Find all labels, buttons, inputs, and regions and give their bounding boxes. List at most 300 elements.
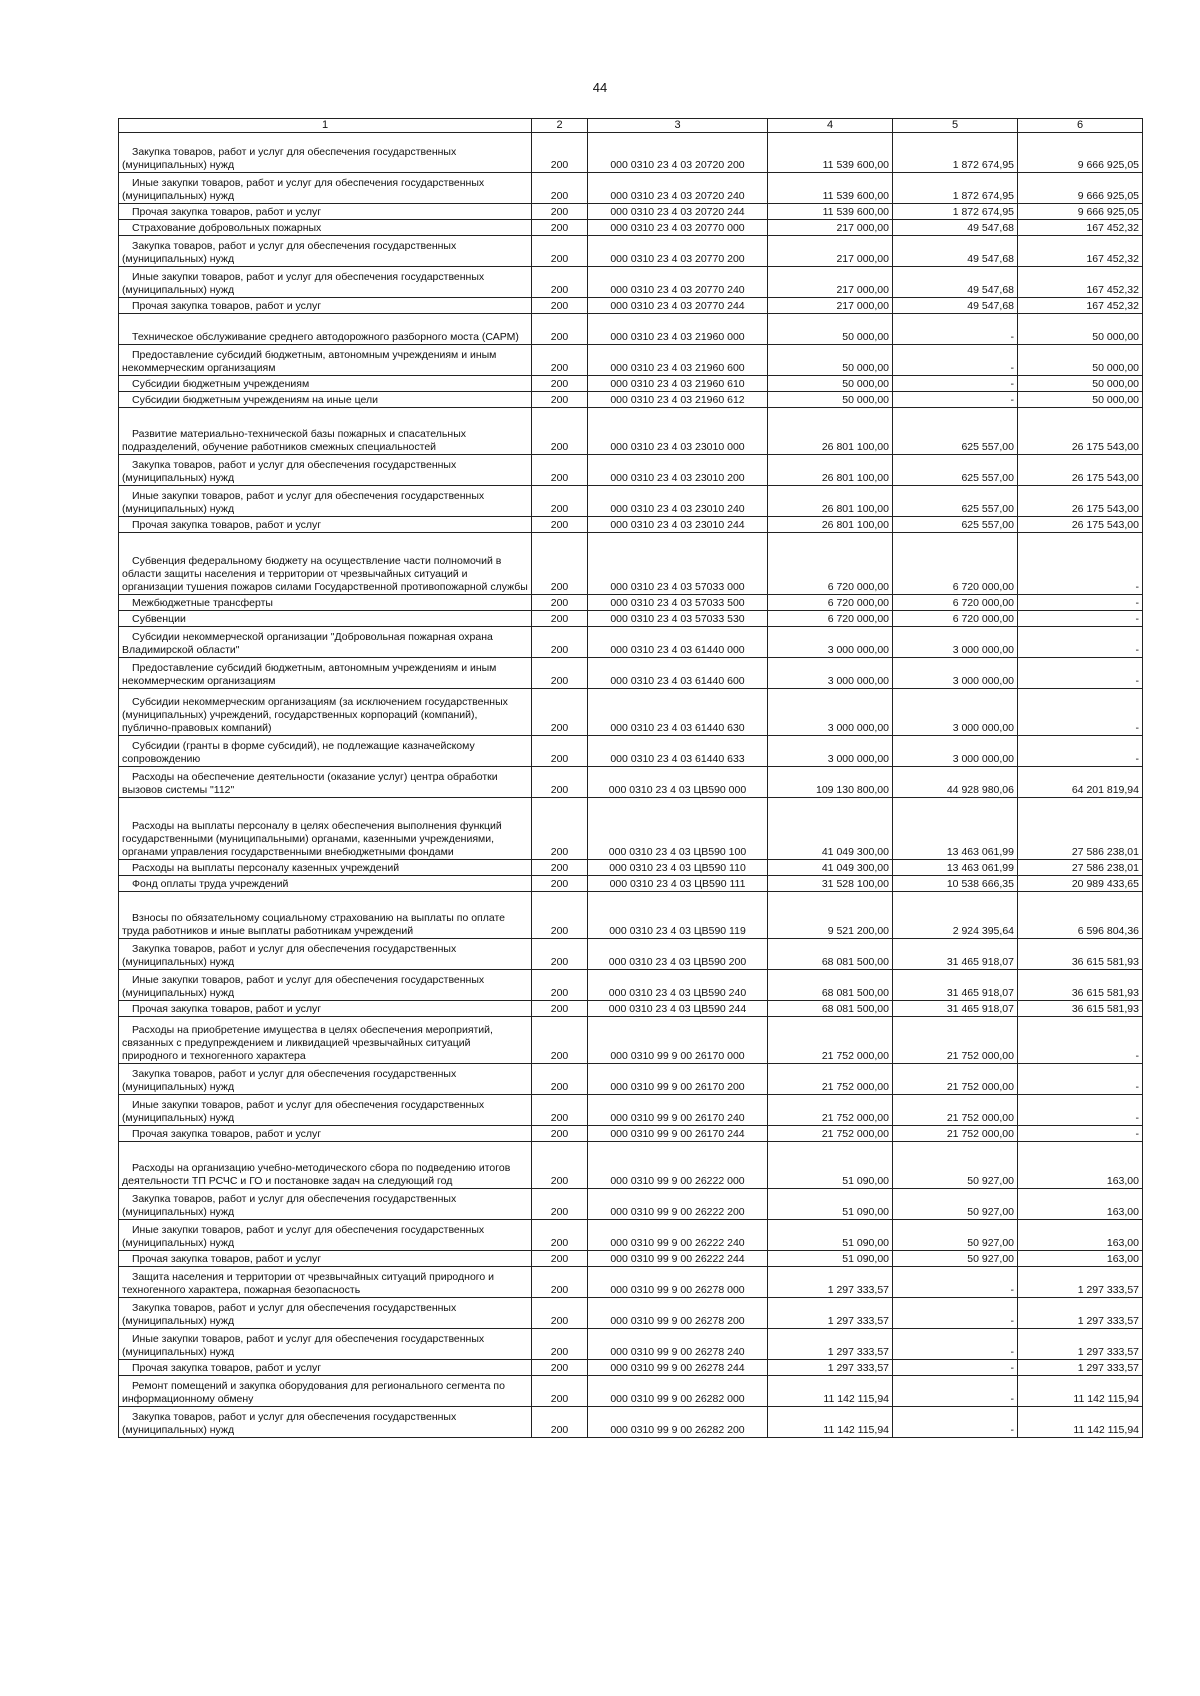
row-code: 200	[532, 1251, 588, 1267]
row-code: 200	[532, 627, 588, 658]
row-col-6: 9 666 925,05	[1018, 173, 1143, 204]
budget-table	[118, 118, 1143, 1438]
row-col-6: 167 452,32	[1018, 220, 1143, 236]
row-col-5: 6 720 000,00	[893, 611, 1018, 627]
row-col-4: 217 000,00	[768, 236, 893, 267]
row-col-6: -	[1018, 736, 1143, 767]
row-col-5: 21 752 000,00	[893, 1095, 1018, 1126]
row-col-5: 31 465 918,07	[893, 1001, 1018, 1017]
row-name: Расходы на организацию учебно-методического сбора по подведению итогов деятельности ТП РСЧС и ГО и постановке задач на следующий год	[119, 1142, 532, 1189]
row-code: 200	[532, 1407, 588, 1438]
table-row	[119, 408, 1143, 455]
row-col-4: 26 801 100,00	[768, 486, 893, 517]
row-col-5: 31 465 918,07	[893, 939, 1018, 970]
row-col-6: -	[1018, 1126, 1143, 1142]
row-code: 200	[532, 798, 588, 860]
row-name: Расходы на обеспечение деятельности (оказание услуг) центра обработки вызовов системы "112"	[119, 767, 532, 798]
row-col-6: -	[1018, 533, 1143, 595]
row-name: Прочая закупка товаров, работ и услуг	[119, 204, 532, 220]
table-row	[119, 1376, 1143, 1407]
row-col-4: 26 801 100,00	[768, 408, 893, 455]
row-col-6: 167 452,32	[1018, 298, 1143, 314]
row-name: Расходы на выплаты персоналу казенных учреждений	[119, 860, 532, 876]
row-csr-code: 000 0310 23 4 03 23010 244	[588, 517, 768, 533]
row-csr-code: 000 0310 23 4 03 ЦВ590 100	[588, 798, 768, 860]
row-code: 200	[532, 455, 588, 486]
row-code: 200	[532, 767, 588, 798]
row-col-4: 3 000 000,00	[768, 736, 893, 767]
row-name: Субсидии бюджетным учреждениям	[119, 376, 532, 392]
table-row	[119, 1064, 1143, 1095]
row-csr-code: 000 0310 99 9 00 26282 200	[588, 1407, 768, 1438]
row-code: 200	[532, 314, 588, 345]
row-col-6: -	[1018, 595, 1143, 611]
row-col-4: 51 090,00	[768, 1220, 893, 1251]
row-csr-code: 000 0310 23 4 03 20770 000	[588, 220, 768, 236]
table-row	[119, 1001, 1143, 1017]
header-col-3: 3	[588, 119, 768, 133]
row-col-6: 36 615 581,93	[1018, 939, 1143, 970]
row-col-5: 6 720 000,00	[893, 533, 1018, 595]
row-name: Субсидии некоммерческим организациям (за исключением государственных (муниципальных) учреждений, государственных корпораций (компаний), публично-правовых компаний)	[119, 689, 532, 736]
row-code: 200	[532, 689, 588, 736]
row-col-5: 49 547,68	[893, 298, 1018, 314]
header-col-6: 6	[1018, 119, 1143, 133]
row-col-5: 50 927,00	[893, 1251, 1018, 1267]
row-col-6: 11 142 115,94	[1018, 1407, 1143, 1438]
row-csr-code: 000 0310 23 4 03 57033 000	[588, 533, 768, 595]
row-col-6: 64 201 819,94	[1018, 767, 1143, 798]
table-row	[119, 595, 1143, 611]
row-col-6: -	[1018, 627, 1143, 658]
row-col-4: 21 752 000,00	[768, 1126, 893, 1142]
row-col-4: 6 720 000,00	[768, 595, 893, 611]
row-code: 200	[532, 533, 588, 595]
row-col-4: 11 539 600,00	[768, 133, 893, 173]
row-col-6: 36 615 581,93	[1018, 1001, 1143, 1017]
row-name: Закупка товаров, работ и услуг для обеспечения государственных (муниципальных) нужд	[119, 1407, 532, 1438]
row-csr-code: 000 0310 23 4 03 20770 244	[588, 298, 768, 314]
row-csr-code: 000 0310 23 4 03 ЦВ590 200	[588, 939, 768, 970]
row-col-4: 11 142 115,94	[768, 1407, 893, 1438]
row-col-4: 11 142 115,94	[768, 1376, 893, 1407]
row-col-5: 6 720 000,00	[893, 595, 1018, 611]
row-col-5: -	[893, 1267, 1018, 1298]
row-col-4: 109 130 800,00	[768, 767, 893, 798]
row-col-5: 625 557,00	[893, 517, 1018, 533]
row-name: Расходы на выплаты персоналу в целях обеспечения выполнения функций государственными (муниципальными) органами, казенными учреждениями, органами управления государственными внебюджетными фондами	[119, 798, 532, 860]
row-csr-code: 000 0310 23 4 03 ЦВ590 119	[588, 892, 768, 939]
row-col-4: 68 081 500,00	[768, 1001, 893, 1017]
row-csr-code: 000 0310 23 4 03 23010 240	[588, 486, 768, 517]
row-col-5: 3 000 000,00	[893, 658, 1018, 689]
row-name: Прочая закупка товаров, работ и услуг	[119, 1001, 532, 1017]
row-name: Иные закупки товаров, работ и услуг для обеспечения государственных (муниципальных) нужд	[119, 486, 532, 517]
row-csr-code: 000 0310 23 4 03 61440 630	[588, 689, 768, 736]
row-col-6: 163,00	[1018, 1142, 1143, 1189]
row-csr-code: 000 0310 99 9 00 26278 244	[588, 1360, 768, 1376]
row-col-6: -	[1018, 611, 1143, 627]
row-col-5: 625 557,00	[893, 455, 1018, 486]
table-row	[119, 236, 1143, 267]
row-name: Прочая закупка товаров, работ и услуг	[119, 298, 532, 314]
row-col-6: -	[1018, 1064, 1143, 1095]
row-csr-code: 000 0310 23 4 03 57033 530	[588, 611, 768, 627]
row-col-6: -	[1018, 1095, 1143, 1126]
row-col-4: 31 528 100,00	[768, 876, 893, 892]
row-name: Закупка товаров, работ и услуг для обеспечения государственных (муниципальных) нужд	[119, 455, 532, 486]
row-code: 200	[532, 1376, 588, 1407]
row-csr-code: 000 0310 99 9 00 26278 000	[588, 1267, 768, 1298]
row-code: 200	[532, 876, 588, 892]
row-name: Субвенции	[119, 611, 532, 627]
row-code: 200	[532, 970, 588, 1001]
row-name: Субсидии (гранты в форме субсидий), не подлежащие казначейскому сопровождению	[119, 736, 532, 767]
row-col-5: -	[893, 1329, 1018, 1360]
row-code: 200	[532, 236, 588, 267]
row-col-5: 49 547,68	[893, 267, 1018, 298]
row-col-6: -	[1018, 1017, 1143, 1064]
row-code: 200	[532, 595, 588, 611]
row-code: 200	[532, 658, 588, 689]
row-csr-code: 000 0310 23 4 03 61440 600	[588, 658, 768, 689]
row-col-6: 26 175 543,00	[1018, 455, 1143, 486]
header-col-5: 5	[893, 119, 1018, 133]
row-code: 200	[532, 1189, 588, 1220]
row-col-4: 51 090,00	[768, 1189, 893, 1220]
row-col-6: -	[1018, 689, 1143, 736]
row-col-4: 41 049 300,00	[768, 798, 893, 860]
row-csr-code: 000 0310 23 4 03 57033 500	[588, 595, 768, 611]
row-name: Закупка товаров, работ и услуг для обеспечения государственных (муниципальных) нужд	[119, 133, 532, 173]
row-csr-code: 000 0310 23 4 03 20720 200	[588, 133, 768, 173]
row-col-4: 217 000,00	[768, 298, 893, 314]
row-name: Закупка товаров, работ и услуг для обеспечения государственных (муниципальных) нужд	[119, 236, 532, 267]
row-csr-code: 000 0310 99 9 00 26278 200	[588, 1298, 768, 1329]
row-col-5: 13 463 061,99	[893, 798, 1018, 860]
row-col-5: -	[893, 314, 1018, 345]
row-col-6: 1 297 333,57	[1018, 1298, 1143, 1329]
row-name: Субсидии некоммерческой организации "Добровольная пожарная охрана Владимирской области"	[119, 627, 532, 658]
table-row	[119, 314, 1143, 345]
row-col-5: -	[893, 376, 1018, 392]
row-code: 200	[532, 298, 588, 314]
table-row	[119, 376, 1143, 392]
row-col-4: 26 801 100,00	[768, 517, 893, 533]
row-code: 200	[532, 204, 588, 220]
row-csr-code: 000 0310 23 4 03 21960 610	[588, 376, 768, 392]
table-row	[119, 133, 1143, 173]
row-col-5: 3 000 000,00	[893, 736, 1018, 767]
row-col-5: 1 872 674,95	[893, 133, 1018, 173]
row-name: Прочая закупка товаров, работ и услуг	[119, 1126, 532, 1142]
table-row	[119, 611, 1143, 627]
row-col-6: 50 000,00	[1018, 376, 1143, 392]
table-row	[119, 658, 1143, 689]
row-csr-code: 000 0310 23 4 03 ЦВ590 111	[588, 876, 768, 892]
table-row	[119, 517, 1143, 533]
row-code: 200	[532, 1267, 588, 1298]
row-csr-code: 000 0310 23 4 03 21960 000	[588, 314, 768, 345]
table-row	[119, 345, 1143, 376]
row-code: 200	[532, 1142, 588, 1189]
row-col-6: 50 000,00	[1018, 392, 1143, 408]
row-col-4: 21 752 000,00	[768, 1017, 893, 1064]
row-col-5: 50 927,00	[893, 1220, 1018, 1251]
row-col-4: 50 000,00	[768, 314, 893, 345]
row-col-4: 217 000,00	[768, 220, 893, 236]
row-col-5: 31 465 918,07	[893, 970, 1018, 1001]
row-col-5: 1 872 674,95	[893, 173, 1018, 204]
row-name: Развитие материально-технической базы пожарных и спасательных подразделений, обучение работников смежных специальностей	[119, 408, 532, 455]
row-col-5: 3 000 000,00	[893, 689, 1018, 736]
table-row	[119, 220, 1143, 236]
row-code: 200	[532, 1126, 588, 1142]
row-col-4: 50 000,00	[768, 376, 893, 392]
row-name: Взносы по обязательному социальному страхованию на выплаты по оплате труда работников и иные выплаты работникам учреждений	[119, 892, 532, 939]
row-col-6: 1 297 333,57	[1018, 1329, 1143, 1360]
row-col-4: 6 720 000,00	[768, 611, 893, 627]
row-code: 200	[532, 1329, 588, 1360]
row-col-6: 36 615 581,93	[1018, 970, 1143, 1001]
row-col-6: 26 175 543,00	[1018, 486, 1143, 517]
row-code: 200	[532, 486, 588, 517]
table-row	[119, 1220, 1143, 1251]
row-csr-code: 000 0310 23 4 03 61440 633	[588, 736, 768, 767]
row-col-4: 68 081 500,00	[768, 970, 893, 1001]
table-row	[119, 298, 1143, 314]
row-name: Страхование добровольных пожарных	[119, 220, 532, 236]
row-code: 200	[532, 1298, 588, 1329]
row-col-4: 1 297 333,57	[768, 1360, 893, 1376]
row-csr-code: 000 0310 99 9 00 26170 244	[588, 1126, 768, 1142]
row-col-4: 50 000,00	[768, 345, 893, 376]
row-name: Иные закупки товаров, работ и услуг для обеспечения государственных (муниципальных) нужд	[119, 970, 532, 1001]
row-col-6: 27 586 238,01	[1018, 798, 1143, 860]
header-col-1: 1	[119, 119, 532, 133]
header-col-2: 2	[532, 119, 588, 133]
row-name: Расходы на приобретение имущества в целях обеспечения мероприятий, связанных с предупреждением и ликвидацией чрезвычайных ситуаций природного и техногенного характера	[119, 1017, 532, 1064]
row-col-6: 1 297 333,57	[1018, 1360, 1143, 1376]
header-row	[119, 119, 1143, 133]
row-code: 200	[532, 1095, 588, 1126]
table-row	[119, 1251, 1143, 1267]
table-row	[119, 876, 1143, 892]
row-csr-code: 000 0310 23 4 03 20720 244	[588, 204, 768, 220]
row-col-4: 21 752 000,00	[768, 1095, 893, 1126]
row-col-5: -	[893, 1360, 1018, 1376]
table-row	[119, 486, 1143, 517]
row-code: 200	[532, 1064, 588, 1095]
row-csr-code: 000 0310 99 9 00 26278 240	[588, 1329, 768, 1360]
row-col-5: 21 752 000,00	[893, 1064, 1018, 1095]
row-name: Иные закупки товаров, работ и услуг для обеспечения государственных (муниципальных) нужд	[119, 1329, 532, 1360]
row-col-4: 6 720 000,00	[768, 533, 893, 595]
row-code: 200	[532, 1220, 588, 1251]
row-csr-code: 000 0310 23 4 03 21960 612	[588, 392, 768, 408]
table-row	[119, 1189, 1143, 1220]
row-col-6: 11 142 115,94	[1018, 1376, 1143, 1407]
row-col-5: -	[893, 1407, 1018, 1438]
row-csr-code: 000 0310 23 4 03 ЦВ590 110	[588, 860, 768, 876]
row-name: Прочая закупка товаров, работ и услуг	[119, 1251, 532, 1267]
row-col-6: 167 452,32	[1018, 236, 1143, 267]
table-row	[119, 1126, 1143, 1142]
table-row	[119, 1095, 1143, 1126]
row-col-6: 50 000,00	[1018, 314, 1143, 345]
row-col-5: 625 557,00	[893, 486, 1018, 517]
row-name: Иные закупки товаров, работ и услуг для обеспечения государственных (муниципальных) нужд	[119, 267, 532, 298]
row-csr-code: 000 0310 99 9 00 26222 000	[588, 1142, 768, 1189]
row-col-5: -	[893, 1298, 1018, 1329]
row-code: 200	[532, 345, 588, 376]
row-col-4: 1 297 333,57	[768, 1267, 893, 1298]
row-name: Фонд оплаты труда учреждений	[119, 876, 532, 892]
row-csr-code: 000 0310 99 9 00 26222 240	[588, 1220, 768, 1251]
row-name: Субвенция федеральному бюджету на осуществление части полномочий в области защиты населения и территории от чрезвычайных ситуаций и организации тушения пожаров силами Государственной противопожарной службы	[119, 533, 532, 595]
row-code: 200	[532, 1001, 588, 1017]
row-col-4: 11 539 600,00	[768, 204, 893, 220]
row-name: Иные закупки товаров, работ и услуг для обеспечения государственных (муниципальных) нужд	[119, 1220, 532, 1251]
row-col-5: 21 752 000,00	[893, 1017, 1018, 1064]
row-csr-code: 000 0310 99 9 00 26170 200	[588, 1064, 768, 1095]
row-col-4: 1 297 333,57	[768, 1329, 893, 1360]
table-row	[119, 1329, 1143, 1360]
row-csr-code: 000 0310 23 4 03 20720 240	[588, 173, 768, 204]
row-col-4: 1 297 333,57	[768, 1298, 893, 1329]
row-col-5: 2 924 395,64	[893, 892, 1018, 939]
row-csr-code: 000 0310 23 4 03 ЦВ590 244	[588, 1001, 768, 1017]
row-code: 200	[532, 611, 588, 627]
row-col-6: 167 452,32	[1018, 267, 1143, 298]
row-col-5: 3 000 000,00	[893, 627, 1018, 658]
row-col-5: 1 872 674,95	[893, 204, 1018, 220]
table-row	[119, 970, 1143, 1001]
row-col-4: 50 000,00	[768, 392, 893, 408]
row-name: Иные закупки товаров, работ и услуг для обеспечения государственных (муниципальных) нужд	[119, 1095, 532, 1126]
row-name: Закупка товаров, работ и услуг для обеспечения государственных (муниципальных) нужд	[119, 1189, 532, 1220]
row-code: 200	[532, 517, 588, 533]
table-row	[119, 1017, 1143, 1064]
row-col-5: 625 557,00	[893, 408, 1018, 455]
table-row	[119, 173, 1143, 204]
row-col-4: 9 521 200,00	[768, 892, 893, 939]
row-name: Закупка товаров, работ и услуг для обеспечения государственных (муниципальных) нужд	[119, 939, 532, 970]
row-code: 200	[532, 939, 588, 970]
table-row	[119, 736, 1143, 767]
row-col-6: 9 666 925,05	[1018, 133, 1143, 173]
row-name: Прочая закупка товаров, работ и услуг	[119, 1360, 532, 1376]
row-code: 200	[532, 220, 588, 236]
row-col-6: -	[1018, 658, 1143, 689]
row-code: 200	[532, 376, 588, 392]
table-row	[119, 1142, 1143, 1189]
row-col-4: 21 752 000,00	[768, 1064, 893, 1095]
row-col-5: -	[893, 1376, 1018, 1407]
row-col-4: 3 000 000,00	[768, 658, 893, 689]
row-name: Защита населения и территории от чрезвычайных ситуаций природного и техногенного характера, пожарная безопасность	[119, 1267, 532, 1298]
table-row	[119, 267, 1143, 298]
row-code: 200	[532, 860, 588, 876]
row-name: Предоставление субсидий бюджетным, автономным учреждениям и иным некоммерческим организациям	[119, 658, 532, 689]
row-col-5: 44 928 980,06	[893, 767, 1018, 798]
row-csr-code: 000 0310 99 9 00 26282 000	[588, 1376, 768, 1407]
row-col-5: 50 927,00	[893, 1189, 1018, 1220]
row-csr-code: 000 0310 23 4 03 21960 600	[588, 345, 768, 376]
row-col-5: 49 547,68	[893, 236, 1018, 267]
row-col-4: 217 000,00	[768, 267, 893, 298]
row-name: Субсидии бюджетным учреждениям на иные цели	[119, 392, 532, 408]
row-col-4: 3 000 000,00	[768, 689, 893, 736]
row-code: 200	[532, 392, 588, 408]
row-name: Межбюджетные трансферты	[119, 595, 532, 611]
table-row	[119, 392, 1143, 408]
row-name: Закупка товаров, работ и услуг для обеспечения государственных (муниципальных) нужд	[119, 1298, 532, 1329]
row-col-5: -	[893, 392, 1018, 408]
row-name: Ремонт помещений и закупка оборудования для регионального сегмента по информационному обмену	[119, 1376, 532, 1407]
table-row	[119, 455, 1143, 486]
row-col-4: 51 090,00	[768, 1142, 893, 1189]
row-csr-code: 000 0310 23 4 03 61440 000	[588, 627, 768, 658]
table-row	[119, 1360, 1143, 1376]
row-code: 200	[532, 173, 588, 204]
row-name: Техническое обслуживание среднего автодорожного разборного моста (САРМ)	[119, 314, 532, 345]
table-row	[119, 1298, 1143, 1329]
row-col-6: 163,00	[1018, 1189, 1143, 1220]
row-col-6: 26 175 543,00	[1018, 517, 1143, 533]
row-csr-code: 000 0310 23 4 03 23010 000	[588, 408, 768, 455]
row-col-6: 9 666 925,05	[1018, 204, 1143, 220]
row-col-6: 26 175 543,00	[1018, 408, 1143, 455]
table-row	[119, 1407, 1143, 1438]
table-row	[119, 204, 1143, 220]
row-col-4: 3 000 000,00	[768, 627, 893, 658]
row-code: 200	[532, 1017, 588, 1064]
table-row	[119, 689, 1143, 736]
row-csr-code: 000 0310 23 4 03 ЦВ590 000	[588, 767, 768, 798]
row-col-5: 21 752 000,00	[893, 1126, 1018, 1142]
table-row	[119, 798, 1143, 860]
row-col-5: -	[893, 345, 1018, 376]
row-col-6: 50 000,00	[1018, 345, 1143, 376]
row-csr-code: 000 0310 99 9 00 26222 244	[588, 1251, 768, 1267]
row-csr-code: 000 0310 99 9 00 26222 200	[588, 1189, 768, 1220]
row-name: Закупка товаров, работ и услуг для обеспечения государственных (муниципальных) нужд	[119, 1064, 532, 1095]
row-csr-code: 000 0310 23 4 03 ЦВ590 240	[588, 970, 768, 1001]
row-csr-code: 000 0310 23 4 03 23010 200	[588, 455, 768, 486]
row-col-6: 163,00	[1018, 1220, 1143, 1251]
row-col-5: 49 547,68	[893, 220, 1018, 236]
row-col-5: 13 463 061,99	[893, 860, 1018, 876]
row-col-5: 10 538 666,35	[893, 876, 1018, 892]
row-col-6: 6 596 804,36	[1018, 892, 1143, 939]
row-col-4: 41 049 300,00	[768, 860, 893, 876]
row-code: 200	[532, 892, 588, 939]
table-row	[119, 533, 1143, 595]
row-col-4: 51 090,00	[768, 1251, 893, 1267]
table-row	[119, 860, 1143, 876]
row-col-4: 26 801 100,00	[768, 455, 893, 486]
row-code: 200	[532, 267, 588, 298]
row-col-6: 1 297 333,57	[1018, 1267, 1143, 1298]
row-csr-code: 000 0310 99 9 00 26170 240	[588, 1095, 768, 1126]
row-col-6: 27 586 238,01	[1018, 860, 1143, 876]
row-col-6: 20 989 433,65	[1018, 876, 1143, 892]
row-col-5: 50 927,00	[893, 1142, 1018, 1189]
row-code: 200	[532, 408, 588, 455]
row-code: 200	[532, 736, 588, 767]
row-code: 200	[532, 133, 588, 173]
